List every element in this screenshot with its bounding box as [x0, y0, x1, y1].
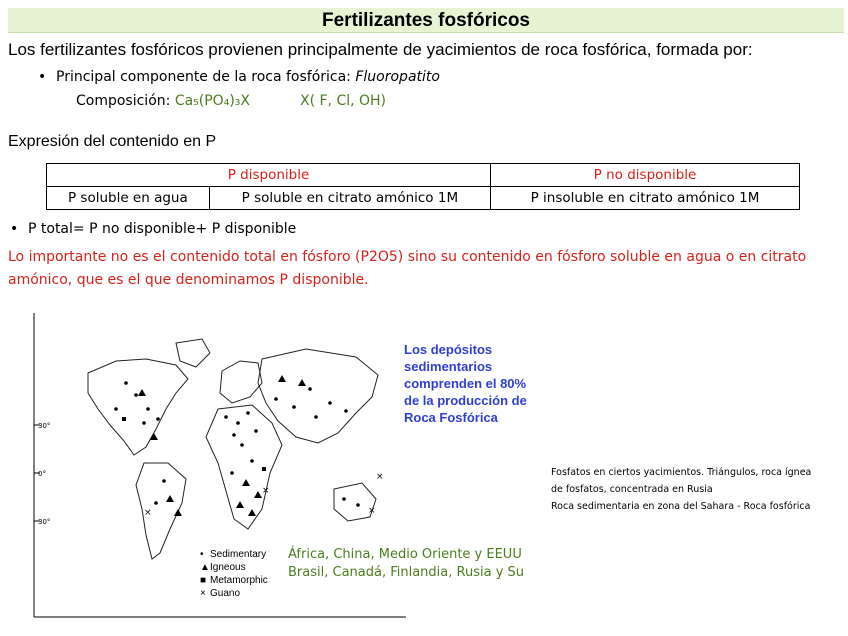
lat-label-30s: 30°	[38, 518, 51, 526]
composition-label: Composición:	[76, 93, 175, 109]
europe-shape	[220, 361, 262, 403]
lat-label-0: 0°	[38, 470, 46, 478]
p-disponible-header: P disponible	[47, 164, 491, 187]
deposit-note: Los depósitos sedimentarios comprenden el 80% de la producción de Roca Fosfórica	[404, 342, 527, 425]
side-note: Fosfatos en ciertos yacimientos. Triángulos, roca ígnea de fosfatos, concentrada en Rusia Roca sedimentaria en zona del Sahara - Roca fosfórica	[551, 467, 812, 512]
composition-formula: Ca₅(PO₄)₃X	[174, 93, 250, 109]
p-no-disponible-header: P no disponible	[491, 164, 800, 187]
africa-shape	[206, 405, 282, 529]
guano-mark: ×	[144, 508, 152, 518]
p-soluble-agua-cell: P soluble en agua	[47, 187, 210, 210]
page-title: Fertilizantes fosfóricos	[8, 8, 844, 33]
triangle-icon: ▲	[200, 562, 210, 573]
cross-icon: ×	[200, 588, 206, 599]
square-icon: ■	[200, 575, 207, 586]
guano-mark: ×	[368, 506, 376, 516]
p-content-table	[46, 163, 800, 210]
important-note: Lo importante no es el contenido total en fósforo (P2O5) sino su contenido en fósforo soluble en agua o en citrato amónico, que es el que denominamos P disponible.	[8, 249, 807, 288]
bullet-icon: •	[38, 69, 47, 85]
p-soluble-citrato-cell: P soluble en citrato amónico 1M	[209, 187, 490, 210]
dot-icon: •	[200, 549, 204, 560]
greenland-shape	[176, 339, 210, 367]
bullet-icon: •	[10, 221, 19, 237]
guano-mark: ×	[262, 486, 270, 496]
legend-item: × Guano	[200, 588, 241, 599]
north-america-shape	[88, 359, 188, 455]
origin-regions: África, China, Medio Oriente y EEUU Brasil, Canadá, Finlandia, Rusia y Su	[288, 547, 525, 580]
legend-item: ▲Igneous	[200, 562, 246, 573]
principal-component-bullet	[38, 69, 440, 85]
composition-line	[76, 93, 386, 109]
p-total-text: P total= P no disponible+ P disponible	[28, 221, 297, 237]
composition-x: X( F, Cl, OH)	[299, 93, 387, 109]
p-total-bullet	[10, 221, 296, 237]
guano-mark: ×	[376, 472, 384, 482]
asia-shape	[258, 349, 378, 443]
intro-text: Los fertilizantes fosfóricos provienen principalmente de yacimientos de roca fosfórica, formada por:	[8, 40, 753, 59]
lat-label-30n: 30°	[38, 422, 51, 430]
principal-value: Fluoropatito	[355, 69, 440, 85]
principal-label: Principal componente de la roca fosfórica:	[56, 69, 356, 85]
legend-item: • Sedimentary	[200, 549, 267, 560]
p-insoluble-citrato-cell: P insoluble en citrato amónico 1M	[491, 187, 800, 210]
map-legend	[200, 548, 268, 600]
legend-item: ■ Metamorphic	[200, 575, 268, 586]
expression-heading: Expresión del contenido en P	[8, 133, 217, 150]
